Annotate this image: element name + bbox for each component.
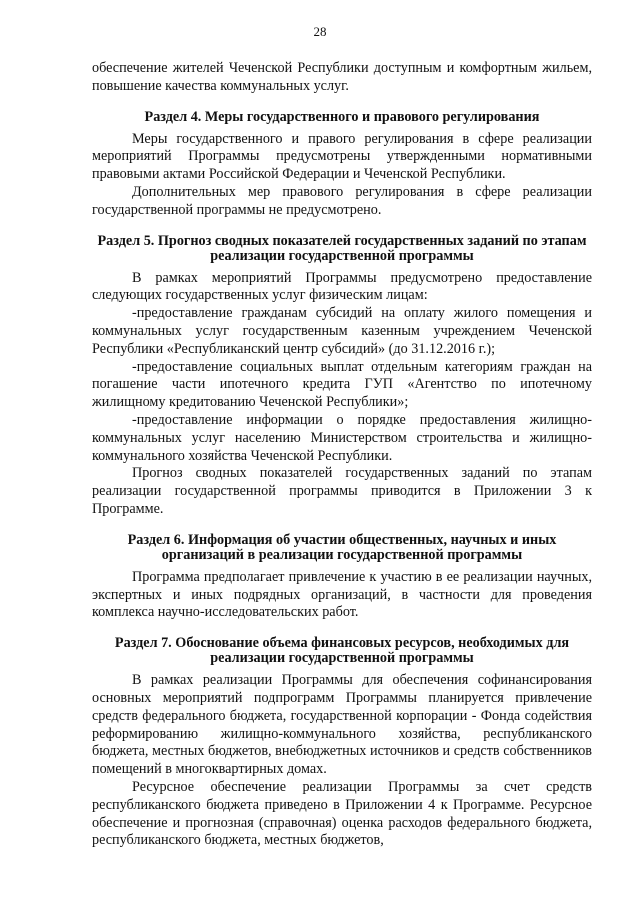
section-7-paragraph: В рамках реализации Программы для обеспечения софинансирования основных мероприятий подпрограмм Программы планируется привлечение средств федерального бюджета, государственной корпорации - Фонда содействия реформированию жилищно-коммунального хозяйства, республиканского бюджета, местных бюджетов, внебюджетных источников и средств собственников помещений в многоквартирных домах. — [92, 672, 592, 778]
section-6-heading: Раздел 6. Информация об участии общественных, научных и иных организаций в реализации государственной программы — [127, 531, 557, 563]
section-4-paragraph: Дополнительных мер правового регулирования в сфере реализации государственной программы не предусмотрено. — [92, 183, 592, 218]
section-5-paragraph: Прогноз сводных показателей государственных заданий по этапам реализации государственной программы приводится в Приложении 3 к Программе. — [92, 465, 592, 517]
document-body — [92, 60, 592, 850]
section-5-list-item: -предоставление гражданам субсидий на оплату жилого помещения и коммунальных услуг государственным казенным учреждением Чеченской Республики «Республиканский центр субсидий» (до 31.12.2016 г.); — [92, 305, 592, 357]
intro-paragraph: обеспечение жителей Чеченской Республики доступным и комфортным жильем, повышение качества коммунальных услуг. — [92, 60, 592, 94]
section-4-heading: Раздел 4. Меры государственного и правового регулирования — [144, 108, 540, 125]
page-number: 28 — [313, 24, 327, 39]
section-4-paragraph: Меры государственного и правого регулирования в сфере реализации мероприятий Программы предусмотрены утвержденными нормативными правовыми актами Российской Федерации и Чеченской Республики. — [92, 130, 592, 183]
section-6-paragraph: Программа предполагает привлечение к участию в ее реализации научных, экспертных и иных подрядных организаций, в частности для проведения комплекса научно-исследовательских работ. — [92, 568, 592, 621]
section-5-paragraph: В рамках мероприятий Программы предусмотрено предоставление следующих государственных услуг физическим лицам: — [92, 269, 592, 304]
section-7-heading: Раздел 7. Обоснование объема финансовых ресурсов, необходимых для реализации государственной программы — [114, 635, 570, 667]
section-5-heading: Раздел 5. Прогноз сводных показателей государственных заданий по этапам реализации государственной программы — [97, 232, 587, 264]
section-5-list-item: -предоставление информации о порядке предоставления жилищно-коммунальных услуг населению Министерством строительства и жилищно-коммунального хозяйства Чеченской Республики. — [92, 411, 592, 464]
section-7-paragraph: Ресурсное обеспечение реализации Программы за счет средств республиканского бюджета приведено в Приложении 4 к Программе. Ресурсное обеспечение и прогнозная (справочная) оценка расходов федерального бюджета, республиканского бюджета, местных бюджетов, — [92, 778, 592, 849]
section-5-list-item: -предоставление социальных выплат отдельным категориям граждан на погашение части ипотечного кредита ГУП «Агентство по ипотечному жилищному кредитованию Чеченской Республики»; — [92, 358, 592, 411]
